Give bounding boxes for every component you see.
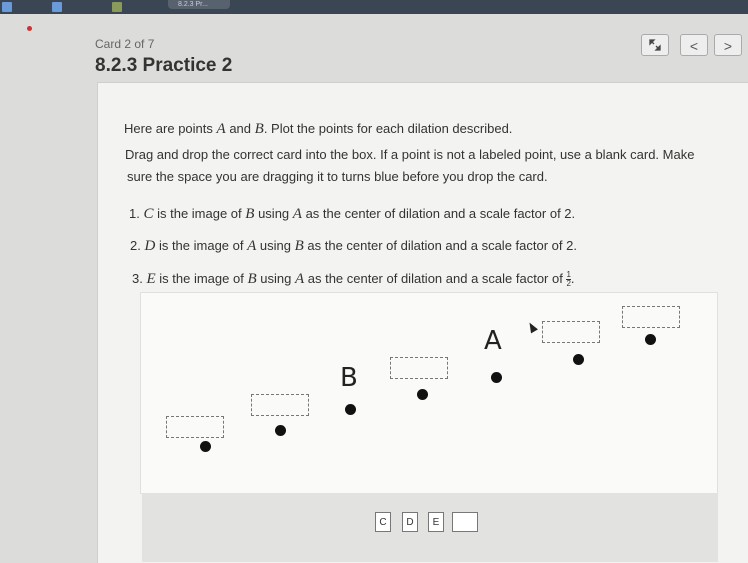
notification-dot (27, 26, 32, 31)
instructions-line-1: Drag and drop the correct card into the box. If a point is not a labeled point, use a blank card. Make (125, 147, 695, 162)
point-a-label: A (484, 326, 502, 356)
card-d[interactable]: D (402, 512, 418, 532)
task-3: 3. E is the image of B using A as the center of dilation and a scale factor of $\frac{1}{2}$ . (132, 270, 575, 289)
grid-point (417, 389, 428, 400)
previous-card-button[interactable]: < (680, 34, 708, 56)
app-icon[interactable] (112, 2, 122, 12)
point-b-label: B (340, 363, 358, 393)
browser-tab[interactable]: 8.2.3 Pr... (168, 0, 230, 9)
expand-button[interactable] (641, 34, 669, 56)
expand-icon (649, 39, 661, 51)
menu-icon[interactable] (2, 2, 12, 12)
instructions-line-2: sure the space you are dragging it to turns blue before you drop the card. (127, 169, 548, 184)
drop-target[interactable] (622, 306, 680, 328)
drop-target[interactable] (390, 357, 448, 379)
grid-point (200, 441, 211, 452)
card-counter: Card 2 of 7 (95, 37, 155, 51)
grid-point (275, 425, 286, 436)
card-blank[interactable] (452, 512, 478, 532)
card-e[interactable]: E (428, 512, 444, 532)
drop-target[interactable] (542, 321, 600, 343)
drop-target[interactable] (166, 416, 224, 438)
task-1: 1. C is the image of B using A as the center of dilation and a scale factor of 2. (129, 206, 576, 222)
task-2: 2. D is the image of A using B as the center of dilation and a scale factor of 2. (130, 238, 577, 254)
next-card-button[interactable]: > (714, 34, 742, 56)
fraction: $\frac{1}{2}$ (566, 270, 571, 289)
drop-target[interactable] (251, 394, 309, 416)
page-title: 8.2.3 Practice 2 (95, 55, 233, 76)
browser-top-bar (0, 0, 748, 14)
point-a (491, 372, 502, 383)
card-c[interactable]: C (375, 512, 391, 532)
grid-point (573, 354, 584, 365)
point-b (345, 404, 356, 415)
intro-line: Here are points A and B. Plot the points for each dilation described. (124, 121, 513, 137)
grid-point (645, 334, 656, 345)
app-icon[interactable] (52, 2, 62, 12)
